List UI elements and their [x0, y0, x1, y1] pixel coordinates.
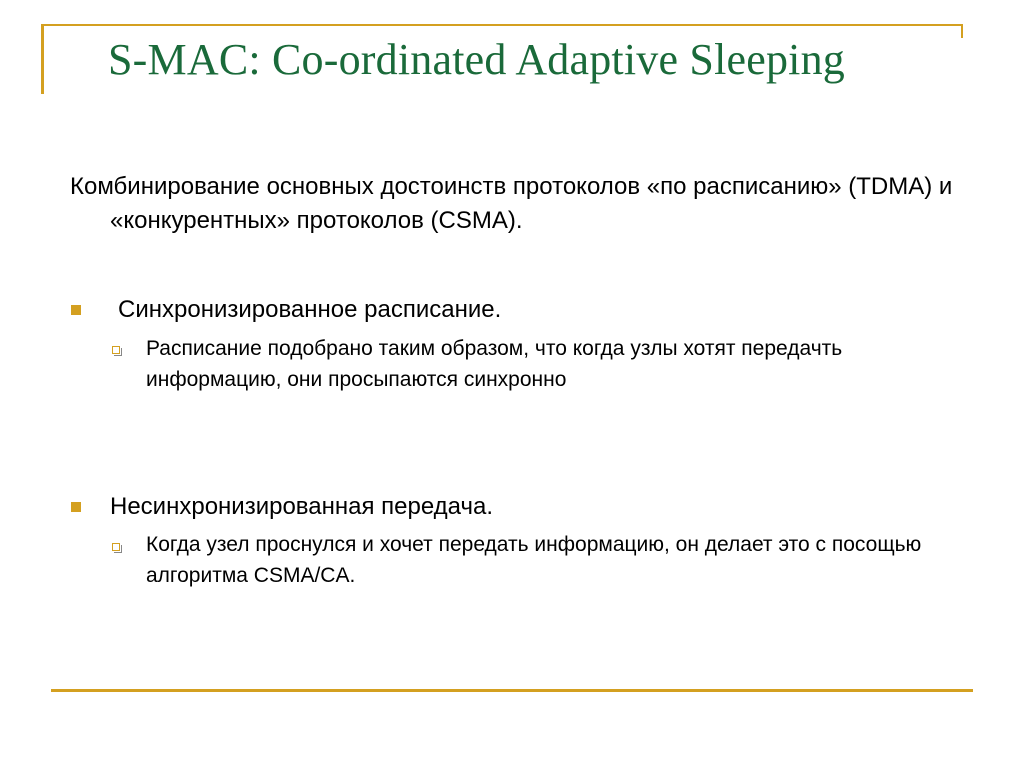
intro-paragraph: Комбинирование основных достоинств протоколов «по расписанию» (TDMA) и «конкурентных» протоколов (CSMA). [70, 173, 953, 234]
hollow-square-bullet-icon [112, 543, 120, 551]
footer-divider [51, 689, 973, 692]
title-frame-top-line [41, 24, 963, 26]
square-bullet-icon [71, 305, 81, 315]
bullet-item-sync-schedule: Синхронизированное расписание. [118, 296, 502, 323]
slide-title: S-MAC: Co-ordinated Adaptive Sleeping [108, 35, 845, 84]
sub-bullet-async-transfer: Когда узел проснулся и хочет передать информацию, он делает это с посощью алгоритма CSMA/CA. [146, 533, 922, 587]
title-frame-right-tick [961, 24, 963, 38]
sub-bullet-sync-schedule: Расписание подобрано таким образом, что когда узлы хотят передачть информацию, они просыпаются синхронно [146, 337, 843, 391]
square-bullet-icon [71, 502, 81, 512]
hollow-square-bullet-icon [112, 346, 120, 354]
bullet-item-async-transfer: Несинхронизированная передача. [110, 493, 494, 520]
title-frame-left-line [41, 24, 44, 94]
